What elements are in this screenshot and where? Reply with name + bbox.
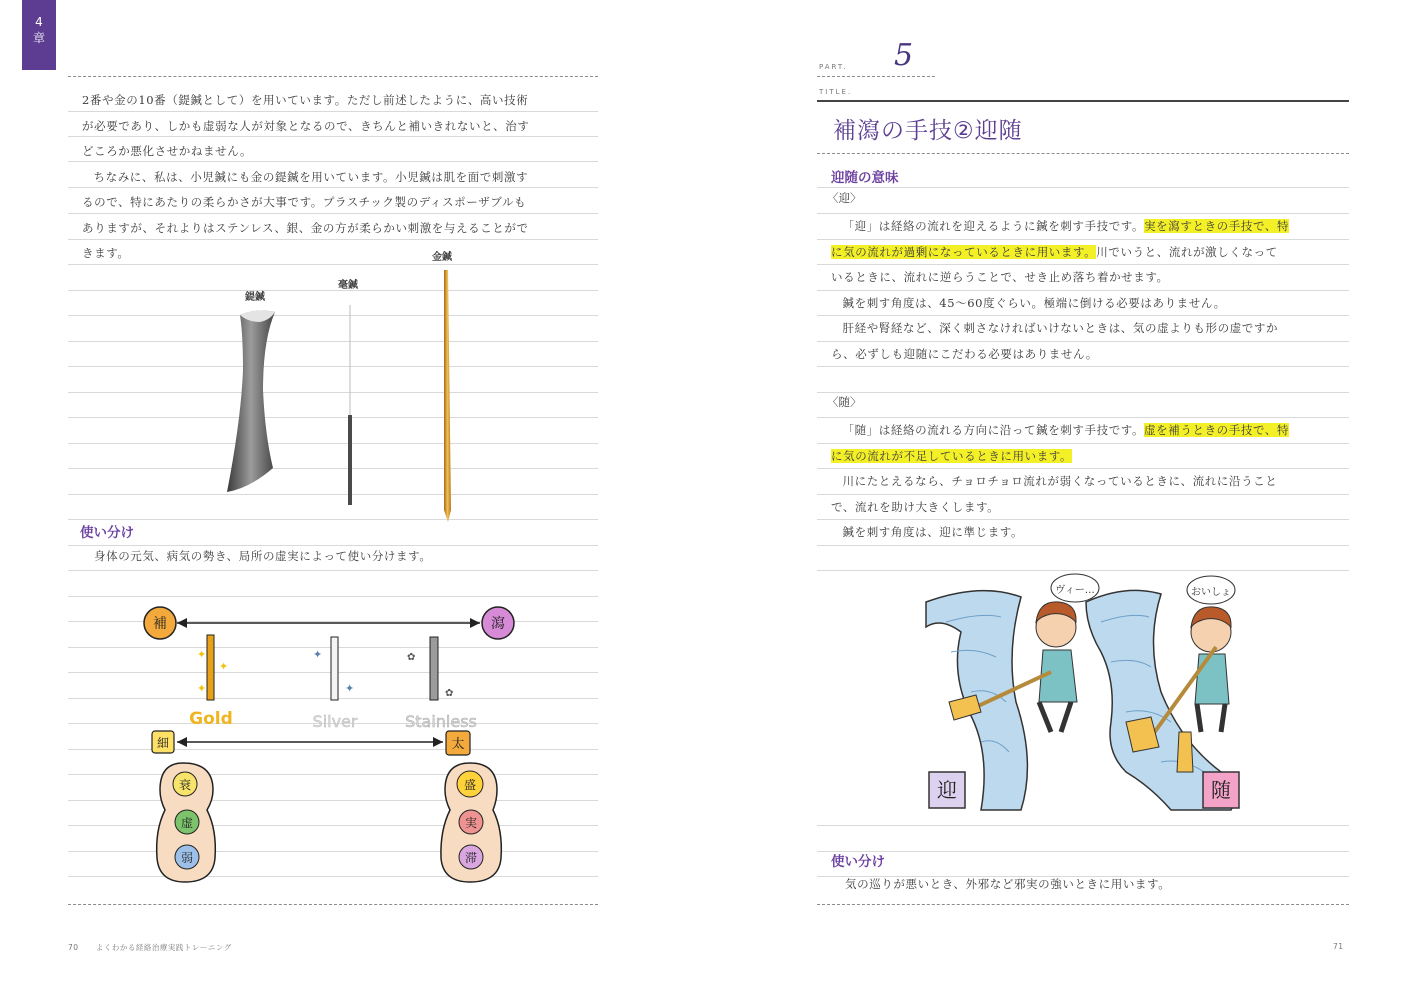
ying-paragraph: 「迎」は経絡の流れを迎えるように鍼を刺す手技です。実を瀉すときの手技で、特 に気の流れが過剰になっているときに用います。川でいうと、流れが激しくなって いるときに、流れに逆らうことで、せき止め落ち着かせます。 鍼を刺す角度は、45～60度ぐらい。極端に倒ける必要はありません。 肝経や腎経など、深く刺さなければいけないときは、気の虚よりも形の虚ですか ら、必ずしも迎随にこだわる必要はありません。 [831,219,1290,361]
speech-bubble-left: ヴィー… [1055,585,1095,596]
person-left [1036,602,1077,732]
chapter-tab: 4 章 [22,0,56,70]
speech-bubble-right: おいしょ [1191,587,1231,598]
gold-bar [207,635,214,700]
section-title-usage: 使い分け [80,525,134,541]
thin-box-label: 細 [156,736,170,750]
tonify-circle-label: 補 [153,616,167,632]
silver-bar [331,637,338,700]
needle-figure [215,260,485,525]
highlight-text: 虚を補うときの手技で、特 [1144,423,1290,437]
page-title: 補瀉の手技②迎随 [833,118,1023,144]
river-illustration [921,572,1256,817]
svg-text:✿: ✿ [445,688,454,699]
hao-needle-label: 毫鍼 [338,280,358,291]
tei-needle-label: 鍉鍼 [245,292,265,303]
intro-paragraph: 2番や金の10番（鍉鍼として）を用いています。ただし前述したように、高い技術 が必要であり、しかも虚弱な人が対象となるので、きちんと補いきれないと、治す どころか悪化させかねません。 ちなみに、私は、小児鍼にも金の鍉鍼を用いています。小児鍼は肌を面で刺激す るので、特にあたりの柔らかさが大事です。プラスチック製のディスポーザブルも ありますが、それよりはステンレス、銀、金の方が柔らかい刺激を与えることがで きます。 [82,93,530,260]
title-label: TITLE. [819,88,853,96]
section-title-usage-right: 使い分け [831,854,885,870]
ying-subheading: 〈迎〉 [827,191,862,205]
svg-text:✦: ✦ [313,648,323,661]
thick-box-label: 太 [451,737,465,752]
person-right [1191,607,1231,732]
gold-needle-label: 金鍼 [432,252,452,263]
highlight-text: に気の流れが不足しているときに用います。 [831,448,1073,463]
svg-text:✿: ✿ [407,652,416,663]
section-usage-right-text: 気の巡りが悪いとき、外邪など邪実の強いときに用います。 [845,877,1171,891]
sui-subheading: 〈随〉 [827,395,862,409]
sedate-circle-label: 瀉 [491,616,505,632]
gold-needle [444,270,451,522]
highlight-text: 実を瀉すときの手技で、特 [1144,219,1290,233]
strong-label-0: 盛 [463,778,477,792]
svg-text:✦: ✦ [197,648,207,661]
hao-needle-handle [348,415,352,505]
silver-label: Silver [312,712,358,731]
tei-needle [227,311,275,492]
weak-label-1: 虚 [180,816,194,830]
weak-label-0: 衰 [178,778,192,792]
part-label: PART. [819,63,848,71]
svg-text:✦: ✦ [345,682,355,695]
stainless-bar [430,637,438,700]
svg-text:✦: ✦ [197,682,207,695]
tonification-diagram [135,600,535,890]
weak-label-2: 弱 [180,851,194,865]
stamp-right-label: 随 [1211,778,1231,802]
stamp-left-label: 迎 [937,778,957,802]
sui-paragraph: 「随」は経絡の流れる方向に沿って鍼を刺す手技です。虚を補うときの手技で、特 に気の流れが不足しているときに用います。 川にたとえるなら、チョロチョロ流れが弱くなっているときに、流れに沿うこと で、流れを助け大きくします。 鍼を刺す角度は、迎に準じます。 [831,423,1290,539]
stainless-label: Stainless [405,712,477,731]
section-title-meaning: 迎随の意味 [831,170,899,186]
section-usage-text: 身体の元気、病気の勢き、局所の虚実によって使い分けます。 [94,549,432,563]
left-footer: 70 よくわかる経絡治療実践トレーニング [68,943,232,952]
right-page [709,0,1418,1000]
svg-text:✦: ✦ [219,660,229,673]
part-number: 5 [894,38,914,73]
highlight-text: に気の流れが過剰になっているときに用います。 [831,244,1097,259]
strong-label-1: 実 [464,816,478,830]
gold-label: Gold [189,709,233,729]
strong-label-2: 滞 [464,851,478,865]
right-footer: 71 [1333,942,1344,951]
